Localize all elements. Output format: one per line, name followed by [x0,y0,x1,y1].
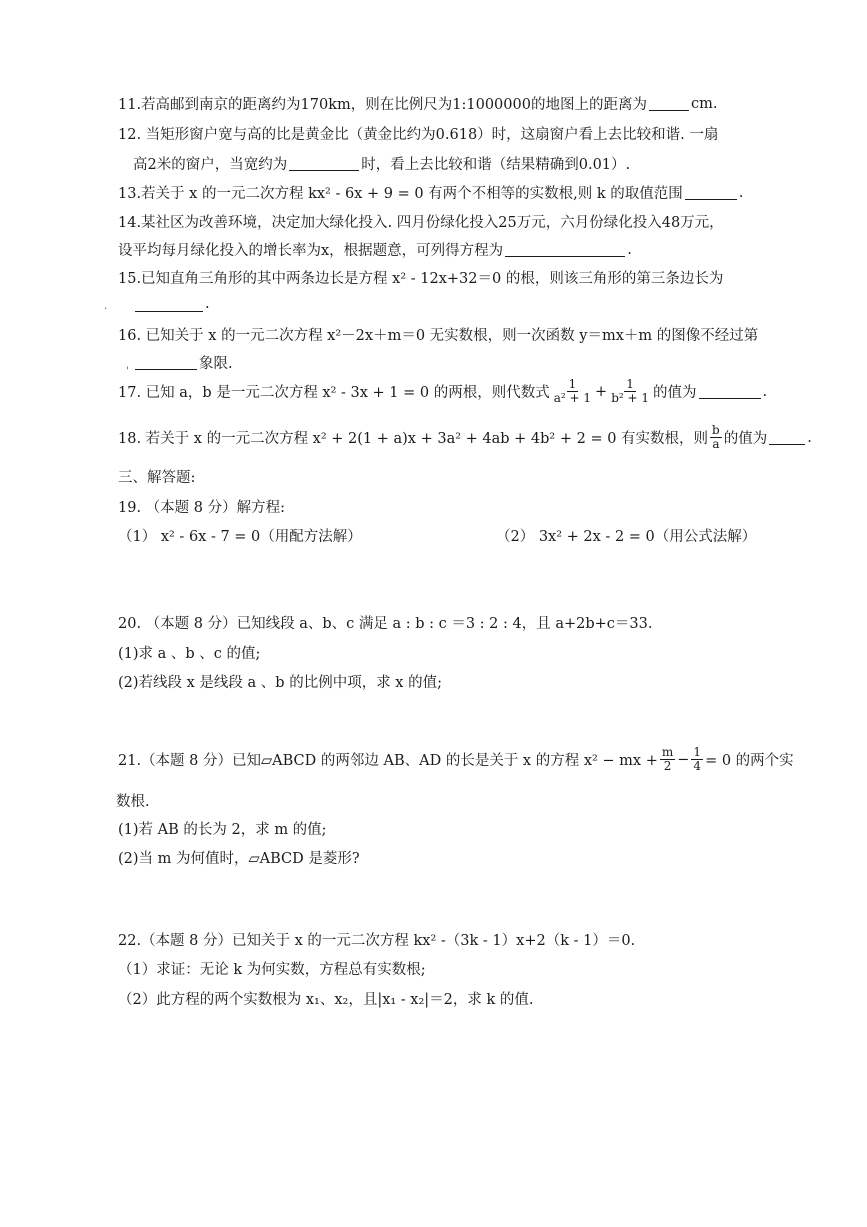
question-21-text-2: 数根. [116,794,150,810]
question-12-text: 12. 当矩形窗户宽与高的比是黄金比（黄金比约为0.618）时，这扇窗户看上去比较和谐. 一扇 [118,127,719,143]
question-15-line1 [118,267,723,288]
question-15-text: 15.已知直角三角形的其中两条边长是方程 x² - 12x+32＝0 的根，则该三角形的第三条边长为 [118,271,724,287]
question-17 [118,378,767,405]
question-21-line1 [118,746,794,773]
question-16-line2 [133,352,233,373]
question-18 [118,424,812,451]
question-22-part2 [118,988,534,1009]
question-21-part2 [118,847,360,868]
minus-sign: − [677,751,690,768]
question-19-part1-text: （1） x² - 6x - 7 = 0（用配方法解） [118,529,362,545]
question-20-part1 [118,642,260,663]
answer-blank [289,156,359,171]
fraction-1 [552,378,593,405]
fraction-denominator: a² + 1 [553,391,592,406]
question-19-part1 [118,525,362,546]
question-21-part1-text: (1)若 AB 的长为 2，求 m 的值; [118,822,327,838]
question-19-title [118,496,285,517]
fraction-denominator: a [712,437,720,452]
fraction-b-over-a [710,424,722,451]
answer-blank [135,355,197,370]
question-20-text: 20. （本题 8 分）已知线段 a、b、c 满足 a : b : c ＝3 : 2 : 4，且 a+2b+c＝33. [118,616,653,632]
question-11 [118,93,717,114]
question-20-part2-text: (2)若线段 x 是线段 a 、b 的比例中项，求 x 的值; [118,675,442,691]
answer-blank [699,384,761,399]
fraction-m-over-2 [660,746,675,773]
fraction-denominator: b² + 1 [611,391,649,406]
fraction-1-over-4 [691,746,703,773]
question-14-line2 [118,239,632,260]
fraction-2 [609,378,651,405]
fraction-numerator: b [712,423,720,437]
question-16-text-2: 象限. [199,356,233,372]
fraction-numerator: 1 [693,745,702,759]
question-17-after: 的值为 [653,385,697,402]
answer-blank [505,242,625,257]
question-17-text: 17. 已知 a，b 是一元二次方程 x² - 3x + 1 = 0 的两根，则代数式 [118,385,550,402]
question-14-text: 14.某社区为改善环境，决定加大绿化投入. 四月份绿化投入25万元，六月份绿化投入48万元， [118,215,724,231]
question-19-part2-text: （2） 3x² + 2x - 2 = 0（用公式法解） [496,529,757,545]
question-21-after: = 0 的两个实 [705,753,794,770]
scan-speck: ' [126,366,129,377]
question-16-text: 16. 已知关于 x 的一元二次方程 x²－2x＋m＝0 无实数根，则一次函数 y＝mx＋m 的图像不经过第 [118,328,759,344]
question-12-line1 [118,123,718,144]
question-20-part1-text: (1)求 a 、b 、c 的值; [118,646,261,662]
question-21-part1 [118,818,327,839]
question-15-line2 [133,296,210,312]
question-11-text: 11.若高邮到南京的距离约为170km，则在比例尺为1:1000000的地图上的距离为 [118,97,647,113]
question-22-part1-text: （1）求证：无论 k 为何实数，方程总有实数根; [118,962,426,978]
question-22-part1 [118,958,426,979]
question-20-part2 [118,671,442,692]
question-22-title [118,929,635,950]
question-13-text: 13.若关于 x 的一元二次方程 kx² - 6x + 9 = 0 有两个不相等的实数根,则 k 的取值范围 [118,186,683,202]
question-12-text-b: 时，看上去比较和谐（结果精确到0.01）. [361,157,631,173]
answer-blank [649,96,689,111]
question-14-end: . [627,241,632,258]
plus-sign: + [595,383,608,400]
fraction-denominator: 4 [693,759,702,774]
question-21-line2 [116,790,150,811]
section-heading [118,466,195,487]
question-17-end: . [762,383,768,400]
question-19-part2 [496,525,756,546]
question-21-text: 21.（本题 8 分）已知▱ABCD 的两邻边 AB、AD 的长是关于 x 的方程 x² − mx + [118,753,658,770]
question-20-title [118,612,652,633]
question-14-line1 [118,211,724,232]
scan-speck: · [104,304,108,315]
fraction-numerator: 1 [568,377,577,391]
question-22-part2-text: （2）此方程的两个实数根为 x₁、x₂，且|x₁ - x₂|＝2，求 k 的值. [118,992,534,1008]
question-16-line1 [118,324,758,345]
question-11-unit: cm. [690,95,718,112]
question-12-text-a: 高2米的窗户，当宽约为 [133,157,288,173]
answer-blank [685,185,737,200]
question-14-text-2: 设平均每月绿化投入的增长率为x，根据题意，可列得方程为 [118,243,504,259]
question-13 [118,182,743,203]
question-21-part2-text: (2)当 m 为何值时，▱ABCD 是菱形? [118,851,360,867]
question-18-after: 的值为 [723,431,768,448]
answer-blank [135,297,203,312]
question-15-end: . [205,296,210,312]
question-12-line2 [133,153,630,174]
question-22-text: 22.（本题 8 分）已知关于 x 的一元二次方程 kx² -（3k - 1）x+2（k - 1）＝0. [118,933,636,949]
fraction-denominator: 2 [663,759,672,774]
answer-blank [769,430,805,445]
question-18-end: . [807,429,812,446]
fraction-numerator: 1 [626,377,634,391]
question-19-text: 19. （本题 8 分）解方程: [118,500,285,516]
question-18-text: 18. 若关于 x 的一元二次方程 x² + 2(1 + a)x + 3a² + 4ab + 4b² + 2 = 0 有实数根，则 [118,431,709,448]
question-13-end: . [738,184,744,201]
fraction-numerator: m [661,745,674,759]
section-3-title: 三、解答题: [118,470,196,486]
